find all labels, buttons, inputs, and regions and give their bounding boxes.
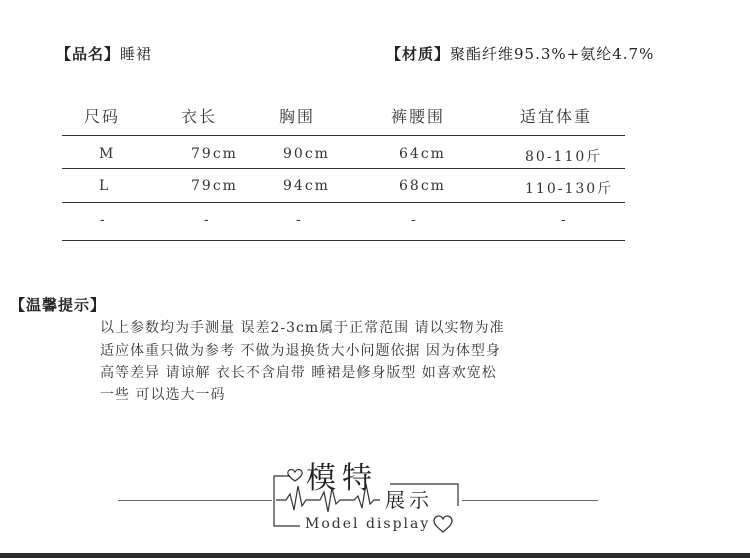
banner-rule-right: [462, 500, 598, 501]
cell-weight: 110-130斤: [525, 181, 614, 197]
col-header-bust: 胸围: [279, 107, 316, 126]
heart-icon: [432, 515, 454, 535]
col-header-weight: 适宜体重: [520, 107, 593, 126]
banner-subtitle: Model display: [305, 516, 431, 532]
cell-waist: 68cm: [399, 178, 446, 194]
cell-waist: -: [411, 212, 418, 228]
col-header-waist: 裤腰围: [391, 107, 446, 126]
banner-rule-left: [118, 500, 272, 501]
cell-length: -: [204, 212, 211, 228]
col-header-length: 衣长: [181, 107, 218, 126]
tips-line: 高等差异 请谅解 衣长不含肩带 睡裙是修身版型 如喜欢宽松: [100, 365, 497, 381]
material-value: 聚酯纤维95.3%+氨纶4.7%: [450, 45, 655, 63]
product-name: [56, 43, 152, 64]
table-rule-row: [62, 168, 625, 169]
bottom-divider: [0, 553, 750, 558]
table-rule-row: [62, 202, 625, 203]
material-label: 【材质】: [386, 45, 451, 63]
tips-line: 一些 可以选大一码: [100, 387, 226, 403]
tips-line: 适应体重只做为参考 不做为退换货大小问题依据 因为体型身: [100, 343, 501, 359]
tips-title: [10, 294, 106, 315]
banner-title-sub: 展示: [385, 488, 433, 512]
cell-size: M: [99, 146, 116, 162]
cell-bust: 94cm: [283, 178, 330, 194]
table-rule-header: [62, 135, 625, 136]
cell-bust: 90cm: [283, 146, 330, 162]
product-name-label: 【品名】: [56, 45, 121, 63]
cell-size: L: [99, 178, 111, 194]
material: [386, 43, 654, 64]
product-name-value: 睡裙: [120, 45, 153, 63]
tips-title-label: 【温馨提示】: [10, 296, 107, 314]
col-header-size: 尺码: [84, 107, 121, 126]
cell-bust: -: [296, 212, 303, 228]
cell-weight: 80-110斤: [525, 149, 603, 165]
cell-waist: 64cm: [399, 146, 446, 162]
tips-line: 以上参数均为手测量 误差2-3cm属于正常范围 请以实物为准: [100, 320, 505, 336]
cell-weight: -: [561, 212, 568, 228]
cell-size: -: [100, 212, 107, 228]
cell-length: 79cm: [191, 178, 238, 194]
cell-length: 79cm: [191, 146, 238, 162]
table-rule-bottom: [62, 240, 625, 241]
banner-title-main: 模特: [306, 461, 378, 496]
